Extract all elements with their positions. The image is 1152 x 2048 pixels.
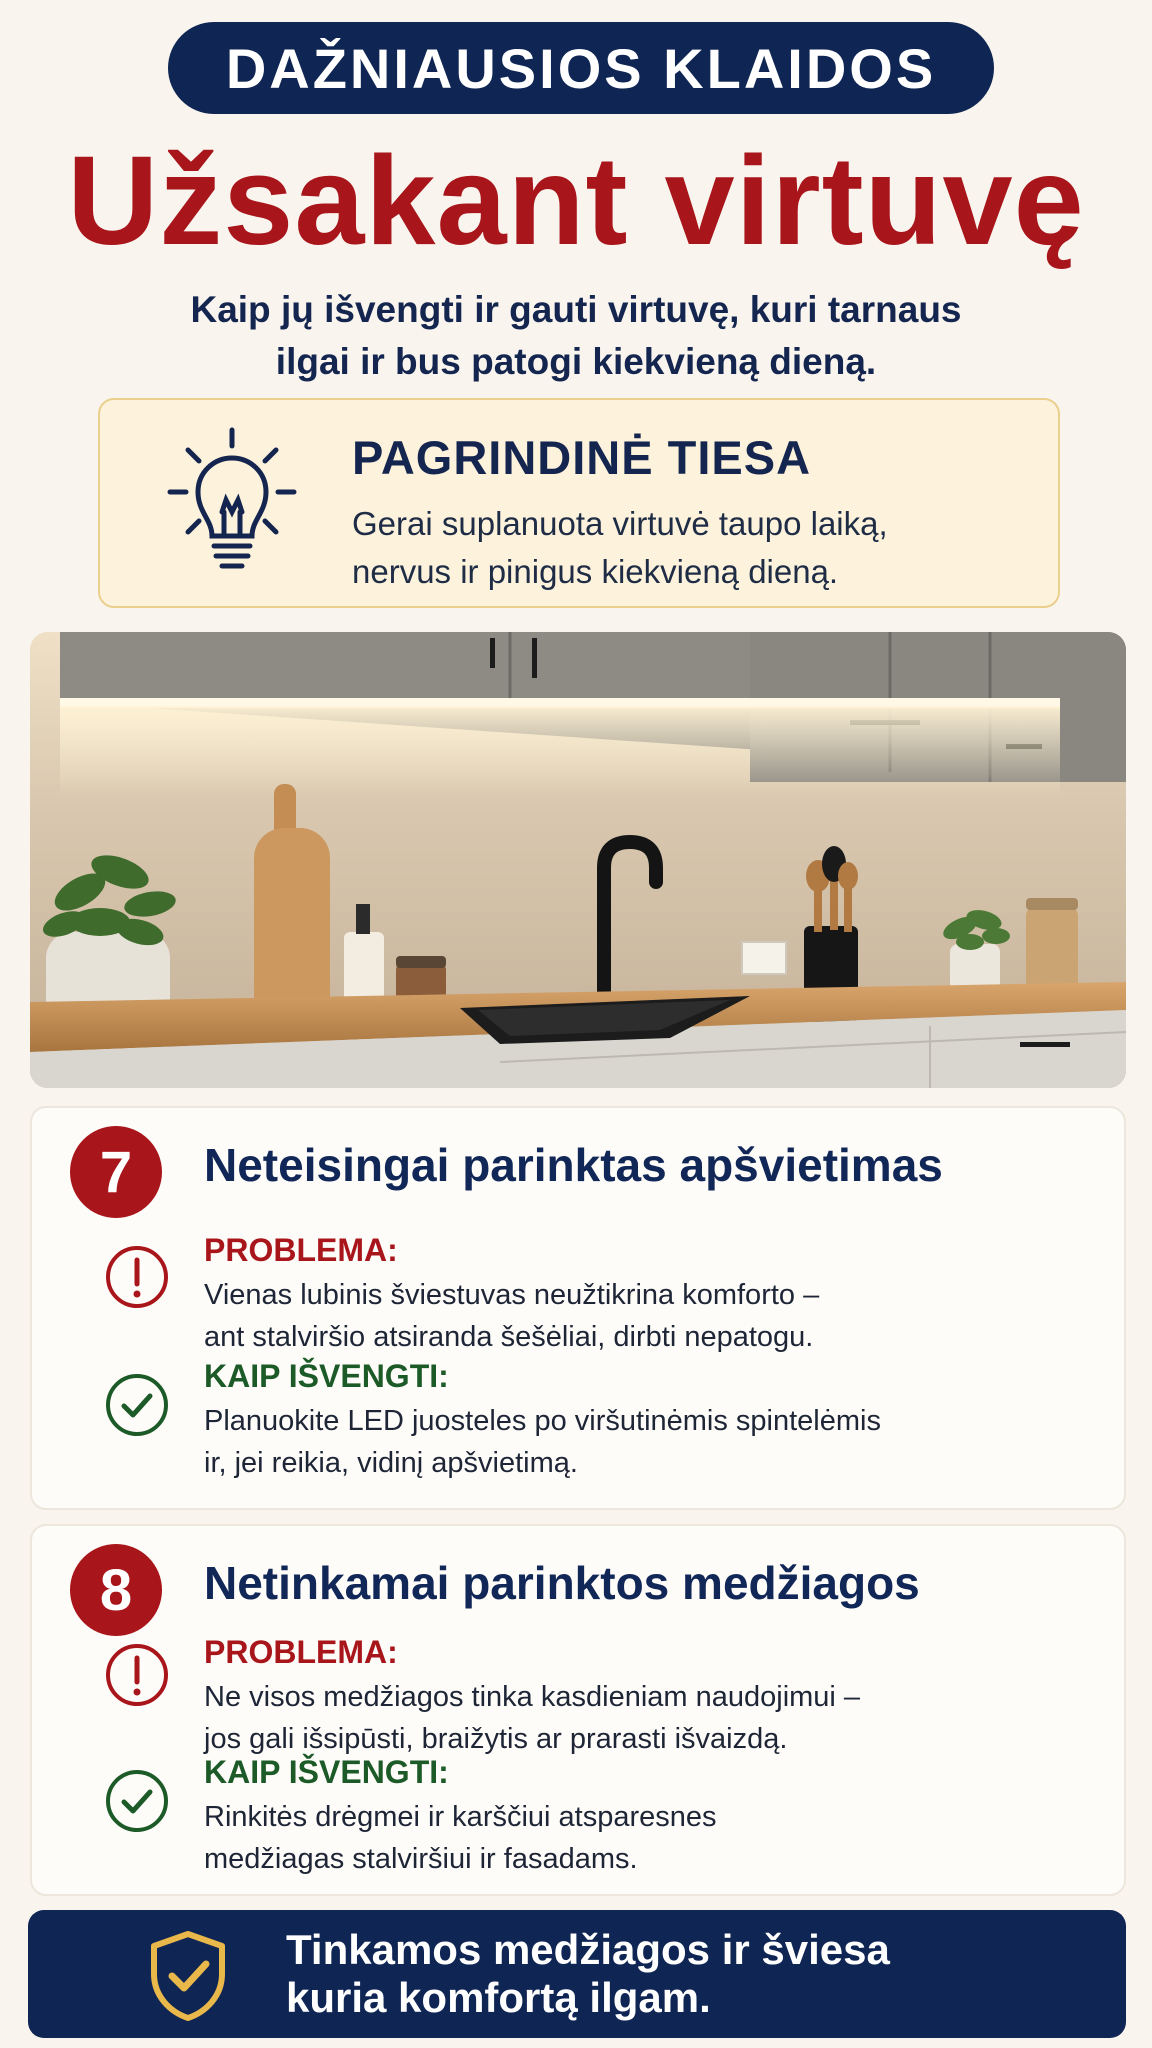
problem-label: PROBLEMA: [204,1232,398,1268]
mistake-title: Netinkamai parinktos medžiagos [204,1557,920,1609]
fix-label: KAIP IŠVENGTI: [204,1358,449,1394]
exclamation-circle-icon [104,1244,170,1310]
fix-text [204,1796,1094,1880]
footer-line-1: Tinkamos medžiagos ir šviesa [286,1926,890,1973]
shield-check-icon [146,1928,230,2024]
check-circle-icon [104,1768,170,1834]
exclamation-circle-icon [104,1642,170,1708]
fix-line-2: medžiagas stalviršiui ir fasadams. [204,1843,638,1875]
problem-line-2: jos gali išsipūsti, braižytis ar prarasti išvaizdą. [204,1723,788,1755]
mistake-number-badge: 8 [70,1544,162,1636]
fix-line-2: ir, jei reikia, vidinį apšvietimą. [204,1447,578,1479]
header-pill-text: DAŽNIAUSIOS KLAIDOS [225,36,937,100]
problem-line-1: Ne visos medžiagos tinka kasdieniam naudojimui – [204,1681,861,1713]
key-truth-box [98,398,1060,608]
page-subtitle [0,284,1152,388]
footer-text [286,1926,1086,2022]
mistake-card-8 [30,1524,1126,1896]
header-pill [168,22,994,114]
key-truth-text [352,500,1032,596]
key-truth-line-1: Gerai suplanuota virtuvė taupo laiką, [352,505,888,542]
mistake-number-badge: 7 [70,1126,162,1218]
mistake-card-7 [30,1106,1126,1510]
check-circle-icon [104,1372,170,1438]
fix-line-1: Planuokite LED juosteles po viršutinėmis spintelėmis [204,1405,881,1437]
problem-text [204,1676,1094,1760]
lightbulb-icon [162,420,302,580]
subtitle-line-2: ilgai ir bus patogi kiekvieną dieną. [275,341,877,382]
kitchen-photo [30,632,1126,1088]
mistake-title: Neteisingai parinktas apšvietimas [204,1139,943,1191]
subtitle-line-1: Kaip jų išvengti ir gauti virtuvę, kuri tarnaus [190,289,962,330]
kitchen-illustration [30,632,1126,1088]
key-truth-title: PAGRINDINĖ TIESA [352,431,812,484]
problem-line-1: Vienas lubinis šviestuvas neužtikrina komforto – [204,1279,820,1311]
key-truth-line-2: nervus ir pinigus kiekvieną dieną. [352,553,839,590]
page-title: Užsakant virtuvę [67,130,1085,271]
footer-line-2: kuria komfortą ilgam. [286,1974,711,2021]
fix-label: KAIP IŠVENGTI: [204,1754,449,1790]
footer-banner [28,1910,1126,2038]
problem-text [204,1274,1094,1358]
problem-label: PROBLEMA: [204,1634,398,1670]
problem-line-2: ant stalviršio atsiranda šešėliai, dirbti nepatogu. [204,1321,814,1353]
fix-text [204,1400,1094,1484]
fix-line-1: Rinkitės drėgmei ir karščiui atsparesnes [204,1801,717,1833]
